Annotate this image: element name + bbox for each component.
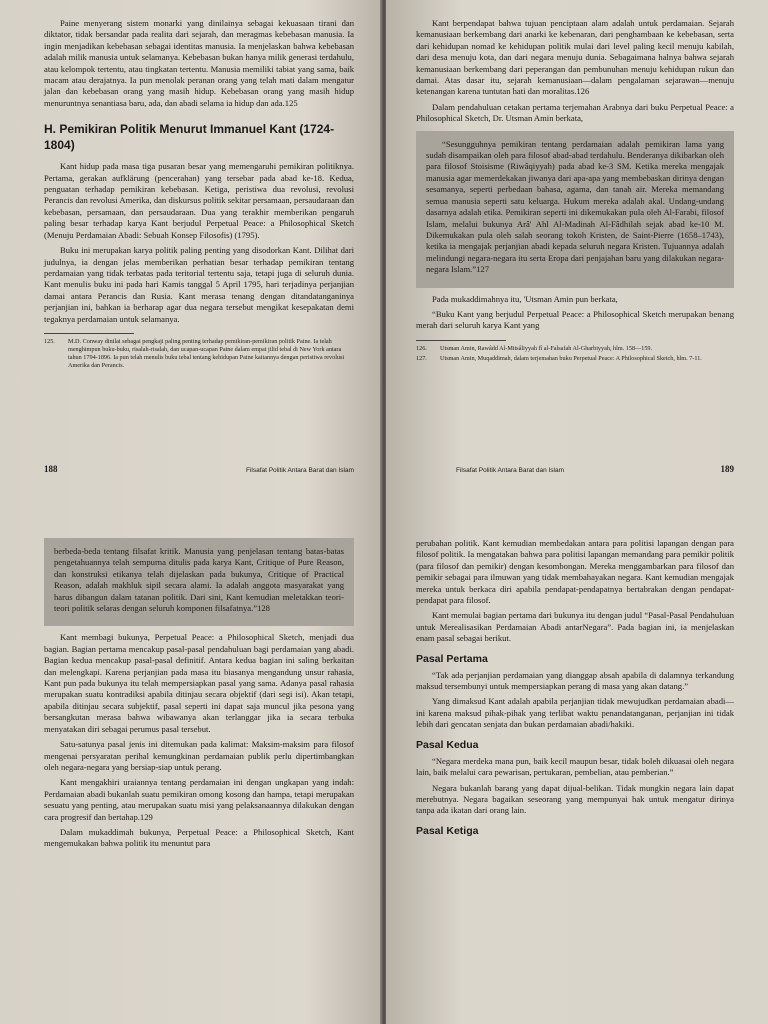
paragraph: Kant mengakhiri uraiannya tentang perdamaian ini dengan ungkapan yang indah: Perdamaian abadi bukanlah suatu pemikiran omong kosong dan hampa, tetapi merupakan sesuatu yang penting, atau merupakan suatu misi yang pelaksanaannya dilakukan dengan cara progresif dan bertahap.129: [44, 777, 354, 822]
footnote: [416, 355, 734, 363]
quote-text: berbeda-beda tentang filsafat kritik. Manusia yang penjelasan tentang batas-batas pengetahuannya telah sempurna ditulis pada karya Kant, Critique of Pure Reason, dan konstruksi etikanya telah dijelaskan pada bukunya, Critique of Practical Reason, adalah makhluk sipil secara alami. Ia adalah anggota masyarakat yang harus dibangun dalam tatanan politik. Dari sini, Kant kemudian meletakkan teori-teori politik selaras dengan seluruh komponen filsafatnya.”128: [54, 546, 344, 614]
page-number: 188: [44, 464, 58, 474]
paragraph: Dalam mukaddimah bukunya, Perpetual Peace: a Philosophical Sketch, Kant mengemukakan bahwa politik itu menuntut para: [44, 826, 354, 849]
footnote-text: Utsman Amin, Rawâdd Al-Mitsâliyyah fî al-Falsafah Al-Gharbiyyah, hlm. 158—159.: [440, 344, 653, 352]
page-footer: [44, 464, 354, 474]
footnote-number: 127.: [416, 354, 427, 362]
paragraph: Satu-satunya pasal jenis ini ditemukan pada kalimat: Maksim-maksim para filosof mengenai persyaratan perihal kemungkinan perdamaian publik perlu dipertimbangkan oleh negara-negara yang bersiap-siap untuk perang.: [44, 739, 354, 772]
footnote-rule: [44, 333, 134, 334]
footnote-number: 125.: [44, 337, 55, 345]
page-191: [386, 512, 768, 1024]
section-heading: H. Pemikiran Politik Menurut Immanuel Kant (1724-1804): [44, 122, 335, 153]
paragraph: perubahan politik. Kant kemudian membedakan antara para politisi lapangan dengan para filosof politik. Ia mengatakan bahwa para politisi lapangan memandang para pemikir politik (para filosof dan pemikir) dengan kesombongan. Mereka menggambarkan para filosof dan pemikir sebagai para ilmuwan yang tidak membahayakan negara. Kant kemudian mengajak mereka untuk berkaca diri apabila pendapat-pendapatnya bertabrakan dengan pendapat-pendapat para filosof.: [416, 538, 734, 606]
block-quote: [44, 538, 354, 626]
page-189-column: [416, 18, 734, 365]
page-189: [386, 0, 768, 512]
page-190: [0, 512, 382, 1024]
subsection-heading: Pasal Kedua: [416, 738, 479, 751]
footnote: [44, 338, 354, 370]
page-188: [0, 0, 382, 512]
footnote-rule: [416, 340, 506, 341]
footnote-text: Utsman Amin, Muqaddimah, dalam terjemahan buku Perpetual Peace: A Philosophical Sketch, hlm. 7-11.: [440, 354, 702, 362]
paragraph: Kant berpendapat bahwa tujuan penciptaan alam adalah untuk perdamaian. Sejarah kemanusiaan berkembang dari anarki ke kebenaran, dari penghambaan ke kebebasan, serta dari kehidupan nomad ke kehidupan politik mulai dari level paling kecil menuju kabilah, dari desa menuju kota, dan dari negara menuju dunia. Sebagaimana halnya bahwa sejarah kemanusiaan berkembang dari peperangan dan pembunuhan menuju kehidupan rukun dan damai. Atas dasar itu, sejarah kemanusiaan—dalam pengalaman sejarawan—menuju ketenangan karena tuntutan hati dan moralitas.126: [416, 18, 734, 97]
block-quote: [416, 131, 734, 288]
running-title: Filsafat Politik Antara Barat dan Islam: [456, 467, 565, 474]
paragraph: Kant memulai bagian pertama dari bukunya itu dengan judul “Pasal-Pasal Pendahuluan untuk Merealisasikan Perdamaian Abadi antarNegara”. Pada bagian ini, ia menjelaskan enam pasal sebagai berikut.: [416, 610, 734, 644]
page-188-column: [44, 18, 354, 372]
page-number: 189: [720, 464, 734, 474]
paragraph: “Buku Kant yang berjudul Perpetual Peace: a Philosophical Sketch merupakan benang merah dari seluruh karya Kant yang: [416, 308, 734, 331]
paragraph: Yang dimaksud Kant adalah apabila perjanjian tidak mewujudkan perdamaian abadi—ini karena maksud pihak-pihak yang terlibat waktu penandatanganan, perjanjian ini tidak lebih dari gencatan senjata dan bukan perdamaian abadi/hakiki.: [416, 696, 734, 730]
footnote: [416, 345, 734, 353]
page-190-column: [44, 538, 354, 854]
page-footer: [416, 464, 734, 474]
paragraph: Buku ini merupakan karya politik paling penting yang disodorkan Kant. Dilihat dari judulnya, ia dengan jelas memberikan perhatian besar terhadap pemikiran tentang perdamaian yang tidak terbatas pada teritorial tertentu saja, tetapi juga di seluruh dunia. Kant menulis buku ini pada hari Kamis tanggal 5 April 1795, hari terjadinya perjanjian damai antara Perancis dan Rusia. Kant merasa tenang dengan ditandatanganinya perjanjian ini, bahkan ia berharap agar dua negara tersebut mengikat kesepakatan demi tegaknya perdamaian untuk selamanya.: [44, 245, 354, 324]
paragraph: Kant hidup pada masa tiga pusaran besar yang memengaruhi pemikiran politiknya. Pertama, gerakan aufklärung (pencerahan) yang tersebar pada abad ke-18. Kedua, penguatan terhadap pemikiran kebebasan. Ketiga, peristiwa dua revolusi, revolusi Perancis dan revolusi Amerika, dan diskursus politik sekitar persamaan, persaudaraan dan kebebasan, persamaan, dan persaudaraan. Dua yang terakhir memberikan pengaruh paling besar terhadap karya Kant berjudul Perpetual Peace: a Philosophical Sketch (Menuju Perdamaian Abadi: Sebuah Konsep Filosofis) (1795).: [44, 161, 354, 240]
footnote-text: M.D. Conway dinilai sebagai pengkaji paling penting terhadap pemikiran-pemikiran politik Paine. Ia telah menghimpun buku-buku, risalah-risalah, dan ucapan-ucapan Paine dalam empat jilid tebal di New York antara tahun 1794-1896. Ia pun telah menulis buku tebal tentang kehidupan Paine kaitannya dengan peristiwa revolusi Amerika dan Perancis.: [68, 337, 345, 369]
quote-text: “Sesungguhnya pemikiran tentang perdamaian adalah pemikiran lama yang sudah disampaikan oleh para filosof abad-abad terdahulu. Benderanya dikibarkan oleh para filosof Stoisisme (Riwâqiyyah) pada abad ke-3 SM. Ketika mereka mengajak manusia agar memerdekakan jiwanya dari apa-apa yang membebaskan dirinya dengan sesamanya, seperti perbedaan bahasa, agama, dan tanah air. Mereka memandang semua manusia seperti satu keluarga. Hukum mereka adalah akal. Undang-undang dasarnya adalah etika. Pemikiran seperti ini dikemukakan pula oleh Al-Farabi, filosof Islam, melalui bukunya Arâ' Ahl Al-Madinah Al-Fâdhilah sejak abad ke-10 M. Dikemukakan pula oleh salah seorang tokoh Kristen, de Saint-Pierre (1658–1743), ketika ia mengajak perjanjian abadi kepada seluruh negara Kristen. Tujuannya adalah melindungi negara-negara itu serta Eropa dari penjajahan baru yang dilakukan negara-negara Islam.”127: [426, 138, 724, 275]
paragraph: Pada mukaddimahnya itu, 'Utsman Amin pun berkata,: [432, 293, 618, 304]
paragraph: “Tak ada perjanjian perdamaian yang dianggap absah apabila di dalamnya terkandung maksud tersembunyi untuk mempersiapkan perang di masa yang akan datang.”: [416, 669, 734, 692]
paragraph: “Negara merdeka mana pun, baik kecil maupun besar, tidak boleh dikuasai oleh negara lain, baik melalui cara pewarisan, pertukaran, pembelian, atau pemberian.”: [416, 755, 734, 778]
spread-bottom: [0, 512, 768, 1024]
paragraph: Dalam pendahuluan cetakan pertama terjemahan Arabnya dari buku Perpetual Peace: a Philosophical Sketch, Dr. Utsman Amin berkata,: [416, 101, 734, 124]
paragraph: Negara bukanlah barang yang dapat dijual-belikan. Tidak mungkin negara lain dapat merebutnya. Negara bagaikan seseorang yang mempunyai hak untuk mengatur dirinya tanpa ada ikatan dari orang lain.: [416, 782, 734, 816]
paragraph: Kant membagi bukunya, Perpetual Peace: a Philosophical Sketch, menjadi dua bagian. Bagian pertama mencakup pasal-pasal pendahuluan bagi perdamaian yang abadi. Bagian kedua mencakup pasal-pasal definitif. Antara kedua bagian ini saling berkaitan dan melengkapi. Karena perjanjian pada masa itu biasanya mengandung unsur rahasia, Kant pun pada bukunya itu telah mempersiapkan pasal yang sama. Adanya pasal rahasia merupakan suatu kontradiksi apabila ditinjau secara objektif (dari segi isi). Akan tetapi, apabila ditinjau secara subjektif, pasal seperti ini dapat saja muncul jika pesona yang bersangkutan merasa bahwa wibawanya akan terlanggar jika ia secara terbuka menyatakan diri sebagai perumus pasal tersebut.: [44, 632, 354, 734]
subsection-heading: Pasal Ketiga: [416, 824, 479, 837]
subsection-heading: Pasal Pertama: [416, 652, 488, 665]
paragraph: Paine menyerang sistem monarki yang dinilainya sebagai kekuasaan tirani dan diktator, tidak bersandar pada realita dari sejarah, dan meragmas kebebasan manusia. Ia ingin menjadikan kebebasan sebagai identitas manusia. Ia menjelaskan bahwa kebebasan adalah milik manusia untuk selamanya. Kebebasan bukan hanya milik generasi terdahulu, atau kelompok tertentu, atau tingkatan tertentu. Manusia memiliki tabiat yang sama, baik macam atau derajatnya. Ia pun menolak peranan orang yang telah mati dalam mengatur jalan dan kebebasan orang yang masih hidup. Kebebasan orang yang masih hidup menuruntnya senantiasa baru, ada, dan abadi selama ia hidup dan ada.125: [44, 18, 354, 108]
running-title: Filsafat Politik Antara Barat dan Islam: [245, 467, 354, 474]
page-191-column: [416, 538, 734, 842]
footnote-number: 126.: [416, 344, 427, 352]
